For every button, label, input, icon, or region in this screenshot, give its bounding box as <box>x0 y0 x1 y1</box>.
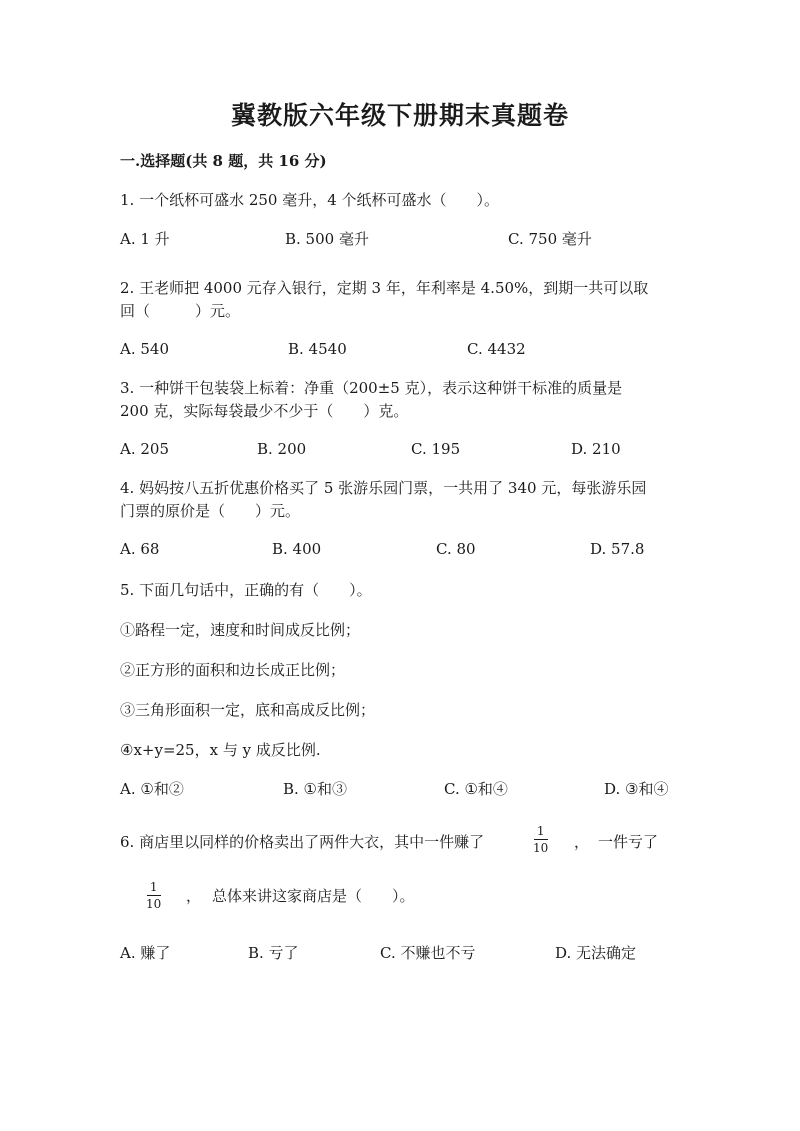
q6-option-a: A. 赚了 <box>120 944 171 962</box>
question-2-line-2: 回（ ）元。 <box>120 302 241 320</box>
q1-option-c: C. 750 毫升 <box>508 230 592 248</box>
fraction-one-tenth-2 <box>146 880 161 911</box>
q5-option-d: D. ③和④ <box>604 780 669 798</box>
q4-option-d: D. 57.8 <box>590 540 645 558</box>
fraction-denominator-2: 10 <box>146 897 162 911</box>
q1-option-b: B. 500 毫升 <box>285 230 369 248</box>
q4-option-b: B. 400 <box>272 540 322 558</box>
q6-option-c: C. 不赚也不亏 <box>380 944 476 962</box>
q4-option-c: C. 80 <box>436 540 476 558</box>
q2-option-c: C. 4432 <box>467 340 526 358</box>
q5-option-b: B. ①和③ <box>283 780 348 798</box>
q5-option-a: A. ①和② <box>120 780 184 798</box>
question-2-line-1: 2. 王老师把 4000 元存入银行，定期 3 年，年利率是 4.50%，到期一共可以取 <box>120 279 649 297</box>
question-4-line-2: 门票的原价是（ ）元。 <box>120 502 301 520</box>
fraction-numerator: 1 <box>536 824 545 838</box>
q3-option-a: A. 205 <box>120 440 169 458</box>
question-6-part-3: 总体来讲这家商店是（ ）。 <box>212 887 415 905</box>
q5-statement-3: ③三角形面积一定，底和高成反比例； <box>120 701 376 719</box>
question-3-line-1: 3. 一种饼干包装袋上标着：净重（200±5 克），表示这种饼干标准的质量是 <box>120 379 623 397</box>
question-4-line-1: 4. 妈妈按八五折优惠价格买了 5 张游乐园门票，一共用了 340 元，每张游乐园 <box>120 479 647 497</box>
question-3-line-2: 200 克，实际每袋最少不少于（ ）克。 <box>120 402 409 420</box>
q6-comma-1: ， <box>574 833 590 851</box>
q5-statement-2: ②正方形的面积和边长成正比例； <box>120 661 346 679</box>
fraction-numerator-2: 1 <box>149 880 158 894</box>
q6-option-b: B. 亏了 <box>248 944 299 962</box>
fraction-denominator: 10 <box>533 841 549 855</box>
question-6-part-2: 一件亏了 <box>598 833 659 851</box>
fraction-bar <box>534 839 548 840</box>
q6-option-d: D. 无法确定 <box>555 944 637 962</box>
q5-statement-4: ④x+y=25，x 与 y 成反比例. <box>120 741 321 759</box>
page-title: 冀教版六年级下册期末真题卷 <box>230 101 569 130</box>
q3-option-c: C. 195 <box>411 440 461 458</box>
q2-option-a: A. 540 <box>120 340 169 358</box>
q3-option-b: B. 200 <box>257 440 307 458</box>
q1-option-a: A. 1 升 <box>120 230 170 248</box>
q6-comma-2: ， <box>186 887 202 905</box>
q4-option-a: A. 68 <box>120 540 160 558</box>
question-1: 1. 一个纸杯可盛水 250 毫升，4 个纸杯可盛水（ ）。 <box>120 191 500 209</box>
question-6-part-1: 6. 商店里以同样的价格卖出了两件大衣，其中一件赚了 <box>120 833 485 851</box>
q5-option-c: C. ①和④ <box>444 780 508 798</box>
fraction-one-tenth <box>533 824 548 855</box>
q5-statement-1: ①路程一定，速度和时间成反比例； <box>120 621 361 639</box>
section-heading: 一.选择题(共 8 题，共 16 分) <box>120 152 327 170</box>
fraction-bar-2 <box>147 895 161 896</box>
q2-option-b: B. 4540 <box>288 340 347 358</box>
question-5: 5. 下面几句话中，正确的有（ ）。 <box>120 581 372 599</box>
q3-option-d: D. 210 <box>571 440 621 458</box>
